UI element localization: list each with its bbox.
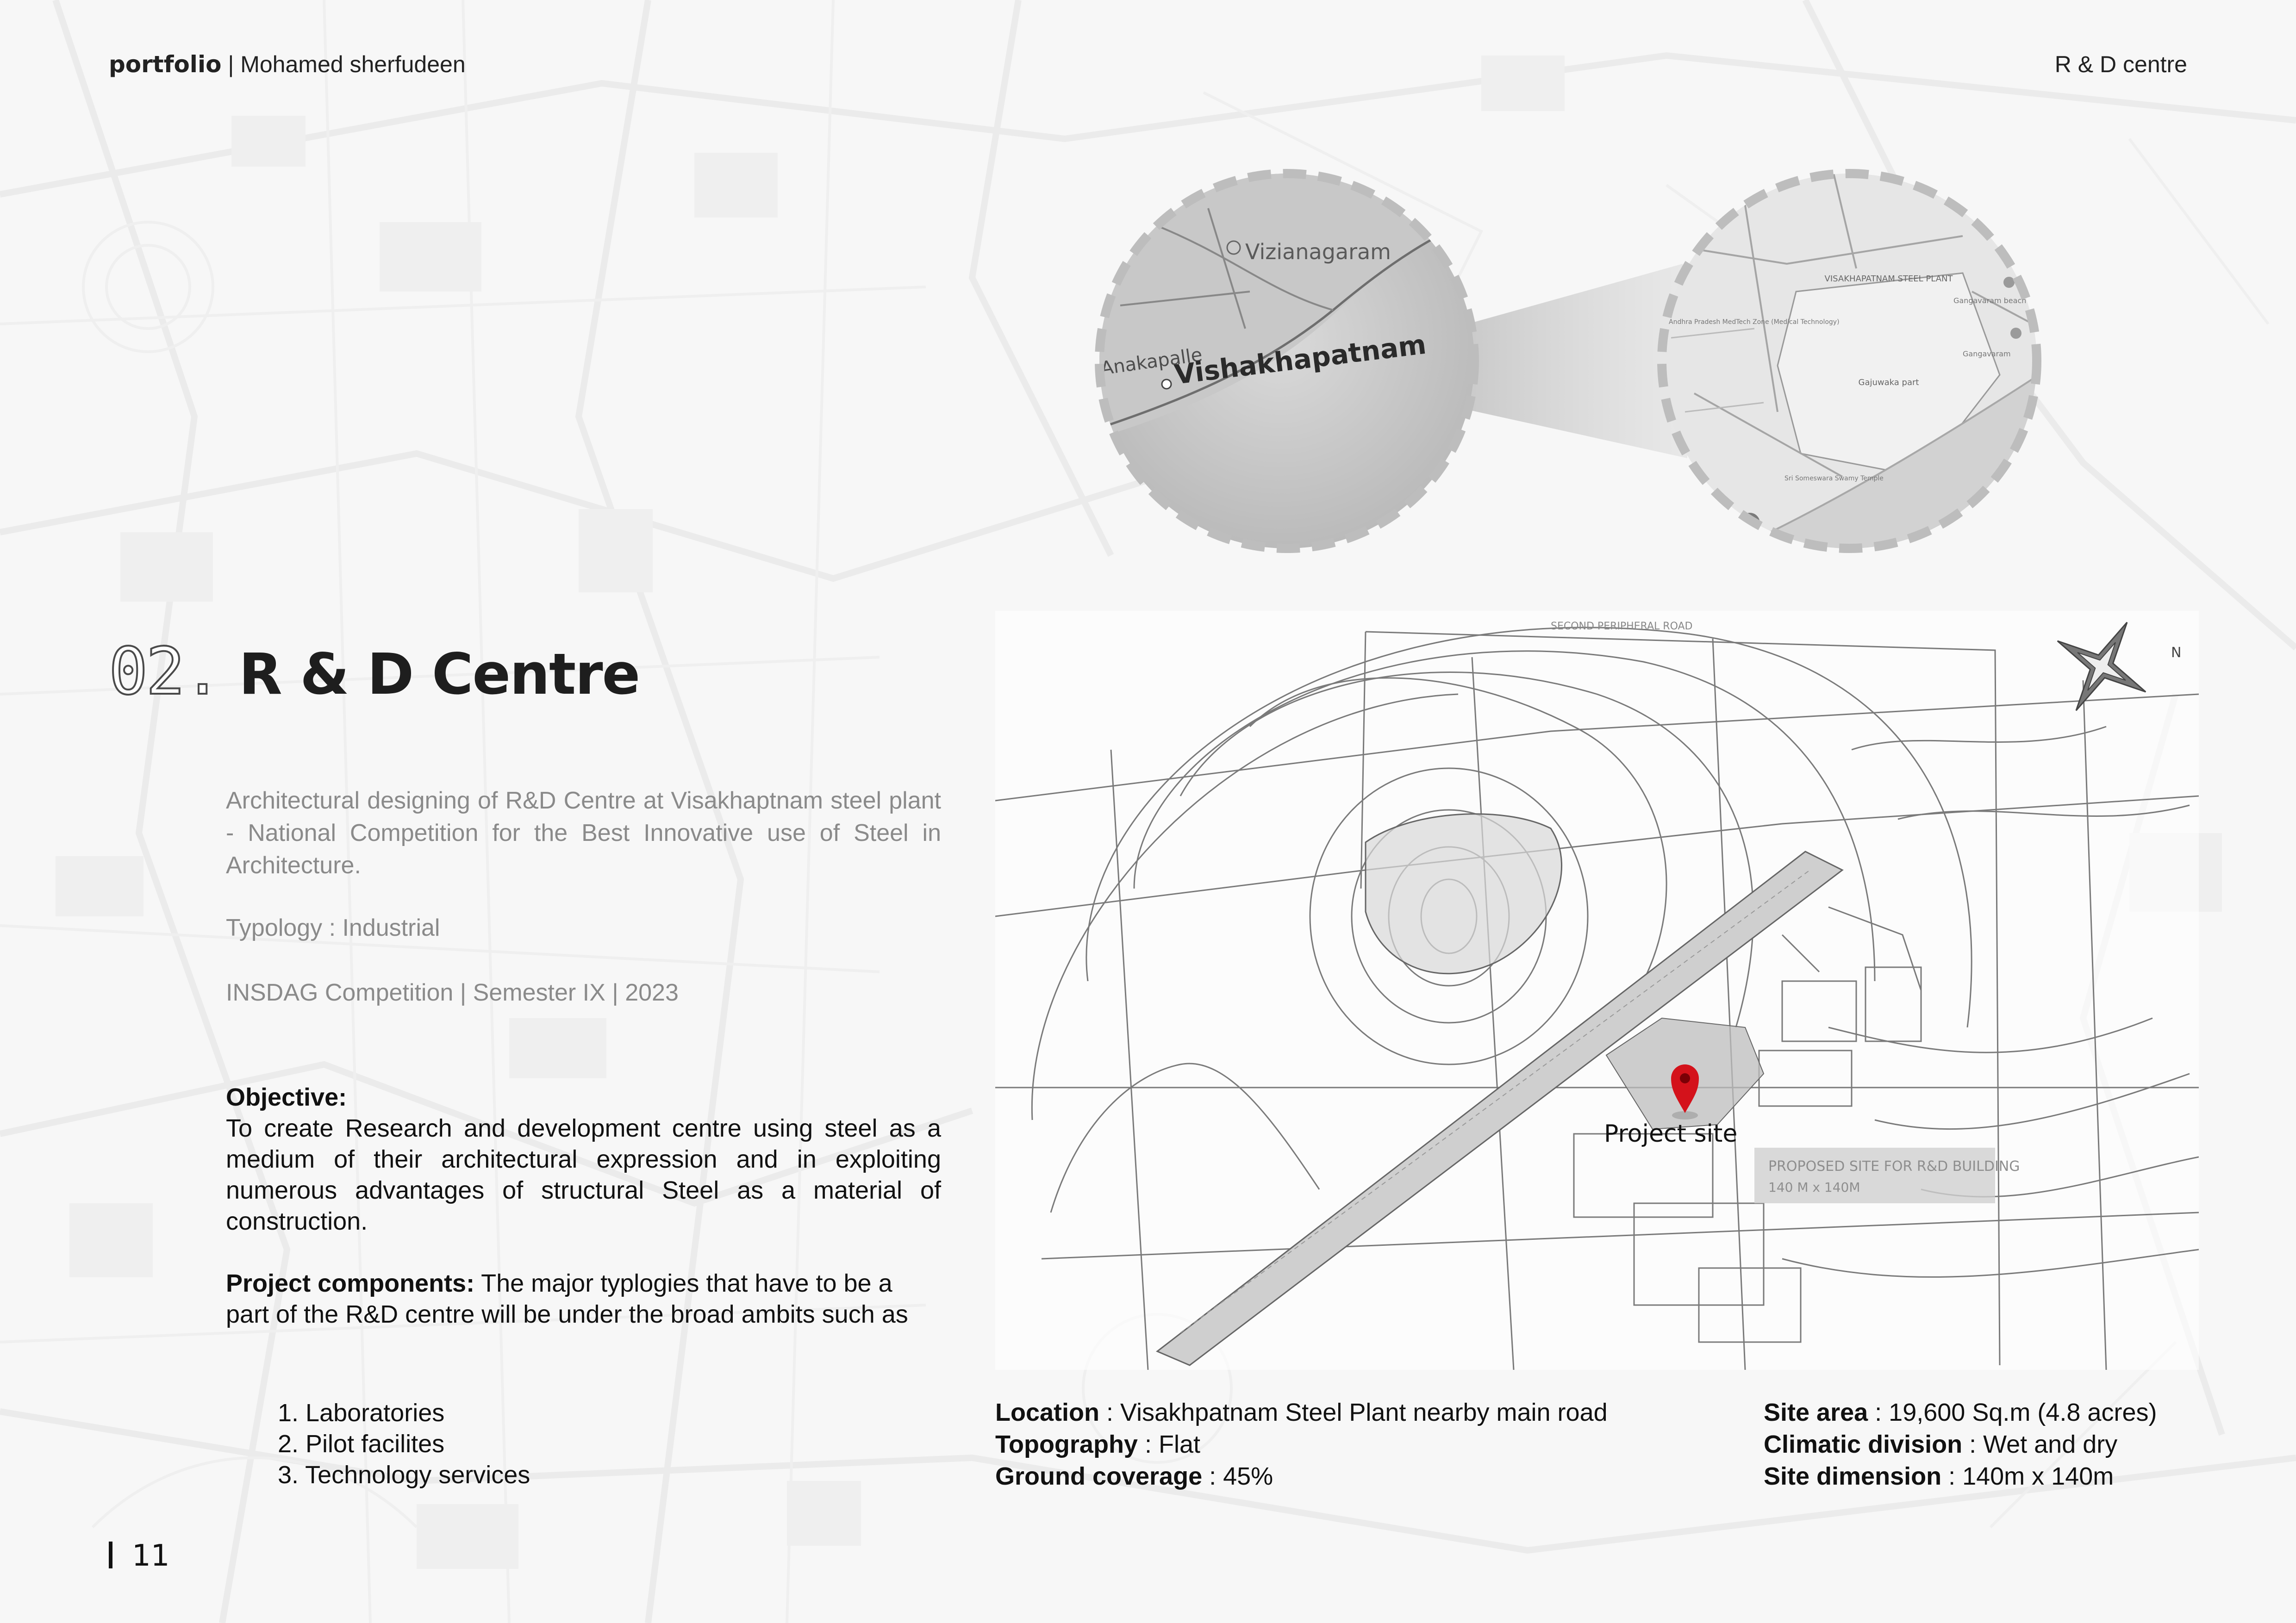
location-row — [995, 1397, 1608, 1429]
dimension-label: Site dimension — [1764, 1462, 1942, 1490]
anakapalle-label: Anakapalle — [1099, 344, 1204, 379]
site-area-row — [1764, 1397, 2157, 1429]
components-list — [278, 1398, 530, 1491]
site-area-label: Site area — [1764, 1399, 1868, 1426]
objective-label: Objective: — [226, 1083, 347, 1111]
dimension-row — [1764, 1461, 2157, 1492]
coverage-value: : 45% — [1202, 1462, 1273, 1490]
topography-value: : Flat — [1137, 1430, 1200, 1458]
vizianagaram-label: Vizianagaram — [1245, 239, 1391, 264]
list-item: 2. Pilot facilites — [278, 1430, 445, 1458]
proposed-site-size: 140 M x 140M — [1768, 1180, 1860, 1195]
project-name: R & D Centre — [238, 641, 640, 707]
climate-value: : Wet and dry — [1962, 1430, 2118, 1458]
climate-row — [1764, 1429, 2157, 1461]
location-label: Location — [995, 1399, 1099, 1426]
header-section: R & D centre — [2054, 51, 2187, 77]
topography-row — [995, 1429, 1608, 1461]
gajuwaka-label: Gajuwaka part — [1858, 378, 1919, 387]
list-item: 1. Laboratories — [278, 1399, 445, 1427]
page-number-text: 11 — [132, 1539, 170, 1573]
objective-text: To create Research and development centre using steel as a medium of their architectural expression and in exploiting numerous advantages of structural Steel as a material of construction. — [226, 1114, 941, 1235]
gangavaram-beach-label: Gangavaram beach — [1953, 296, 2027, 305]
author-name: Mohamed sherfudeen — [240, 51, 466, 77]
project-number: 02. — [109, 634, 220, 709]
coverage-row — [995, 1461, 1608, 1492]
location-zoom-circles — [1092, 153, 2060, 569]
location-value: : Visakhpatnam Steel Plant nearby main road — [1099, 1399, 1608, 1426]
list-item: 3. Technology services — [278, 1461, 530, 1489]
steel-plant-label: VISAKHAPATNAM STEEL PLANT — [1824, 274, 1953, 284]
portfolio-word: portfolio — [109, 51, 222, 78]
proposed-site-label: PROPOSED SITE FOR R&D BUILDING — [1768, 1158, 2020, 1175]
coverage-label: Ground coverage — [995, 1462, 1203, 1490]
components-text: The major typlogies that have to be a part of the R&D centre will be under the broad ambits such as — [226, 1269, 908, 1328]
road-label: SECOND PERIPHERAL ROAD — [1551, 621, 1693, 632]
dimension-value: : 140m x 140m — [1941, 1462, 2114, 1490]
components-label: Project components: — [226, 1269, 475, 1297]
site-area-value: : 19,600 Sq.m (4.8 acres) — [1868, 1399, 2157, 1426]
header-author: portfolio | Mohamed sherfudeen — [109, 51, 466, 78]
climate-label: Climatic division — [1764, 1430, 1963, 1458]
city-label: Vishakhapatnam — [1173, 328, 1428, 391]
north-label: N — [2171, 645, 2182, 661]
page-bar — [109, 1542, 112, 1568]
components-block — [226, 1268, 941, 1330]
medtech-label: Andhra Pradesh MedTech Zone (Medical Technology) — [1669, 318, 1840, 326]
project-title — [109, 634, 639, 709]
topography-label: Topography — [995, 1430, 1138, 1458]
project-site-label: Project site — [1604, 1120, 1738, 1148]
competition-text: INSDAG Competition | Semester IX | 2023 — [226, 979, 679, 1006]
page-number — [109, 1539, 169, 1573]
site-info-left — [995, 1397, 1608, 1492]
objective-block — [226, 1082, 941, 1237]
temple-label: Sri Someswara Swamy Temple — [1784, 475, 1884, 482]
contour-site-map — [995, 611, 2199, 1370]
site-info-right — [1764, 1397, 2157, 1492]
project-description: Architectural designing of R&D Centre at Visakhaptnam steel plant - National Competition for the Best Innovative use of Steel in Architecture. — [226, 787, 941, 879]
gangavaram-label: Gangavaram — [1963, 349, 2011, 358]
typology-text: Typology : Industrial — [226, 914, 440, 941]
